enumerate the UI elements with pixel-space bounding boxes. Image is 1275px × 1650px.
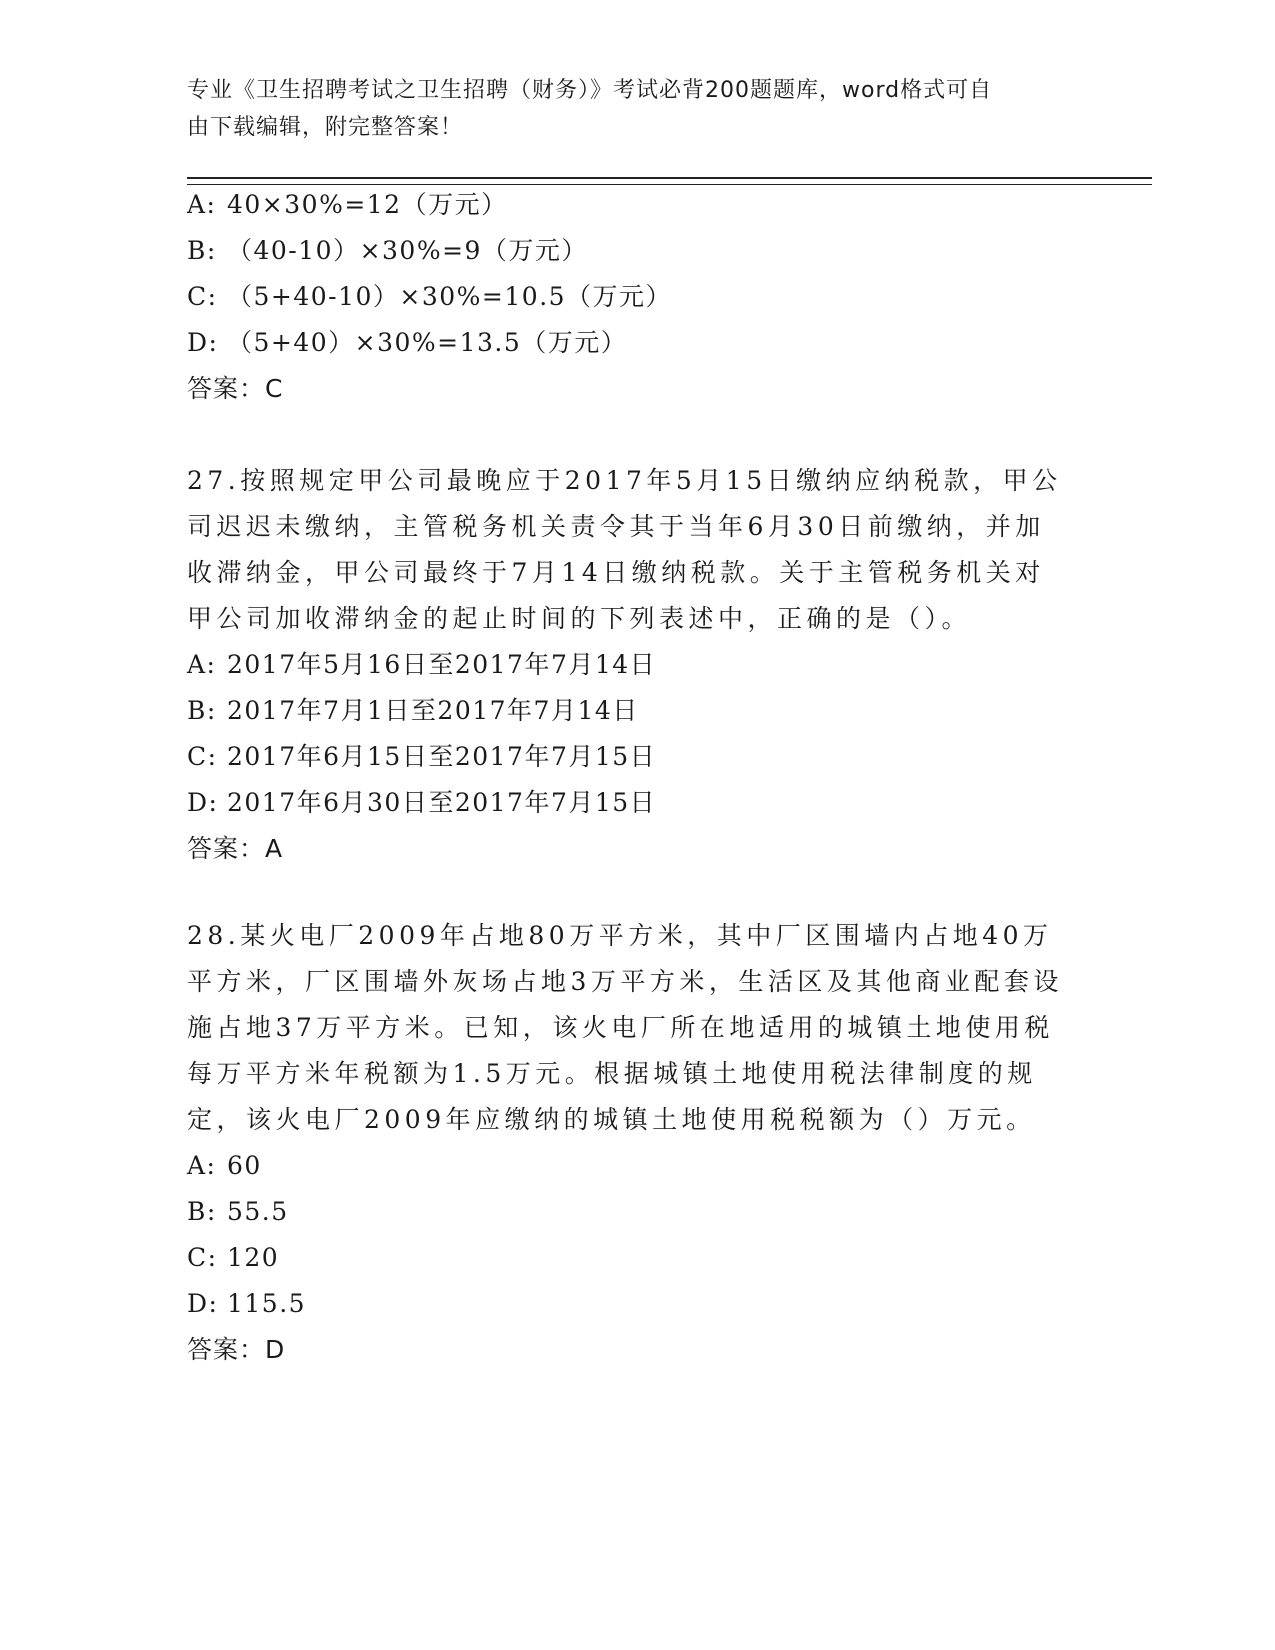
answer: 答案：C [187,374,284,403]
option-d: D: 2017年6月30日至2017年7月15日 [187,788,657,817]
header-divider-thick [187,177,1152,179]
option-c: C: 120 [187,1243,280,1272]
option-d: D: （5+40）×30%=13.5（万元） [187,328,628,357]
header-line-2: 由下载编辑，附完整答案！ [187,115,464,140]
question-stem: 28.某火电厂2009年占地80万平方米，其中厂区围墙内占地40万平方米，厂区围墙外灰场占地3万平方米，生活区及其他商业配套设施占地37万平方米。已知，该火电厂所在地适用的城镇土地使用税每万平方米年税额为1.5万元。根据城镇土地使用税法律制度的规定，该火电厂2009年应缴纳的城镇土地使用税税额为（）万元。 [187,921,1063,1134]
option-b: B: （40-10）×30%=9（万元） [187,236,588,265]
option-c: C: （5+40-10）×30%=10.5（万元） [187,282,673,311]
option-a: A: 40×30%=12（万元） [187,190,508,219]
option-b: B: 55.5 [187,1197,289,1226]
header-line-1: 专业《卫生招聘考试之卫生招聘（财务）》考试必背200题题库，word格式可自 [187,78,993,103]
question-26 [187,182,1087,412]
document-header [187,72,1067,146]
answer: 答案：A [187,834,284,863]
question-27 [187,458,1087,872]
option-d: D: 115.5 [187,1289,307,1318]
option-c: C: 2017年6月15日至2017年7月15日 [187,742,657,771]
option-a: A: 2017年5月16日至2017年7月14日 [187,650,657,679]
answer: 答案：D [187,1335,286,1364]
option-a: A: 60 [187,1151,262,1180]
option-b: B: 2017年7月1日至2017年7月14日 [187,696,639,725]
question-28 [187,913,1087,1373]
question-stem: 27.按照规定甲公司最晚应于2017年5月15日缴纳应纳税款，甲公司迟迟未缴纳，主管税务机关责令其于当年6月30日前缴纳，并加收滞纳金，甲公司最终于7月14日缴纳税款。关于主管税务机关对甲公司加收滞纳金的起止时间的下列表述中，正确的是（）。 [187,466,1062,633]
